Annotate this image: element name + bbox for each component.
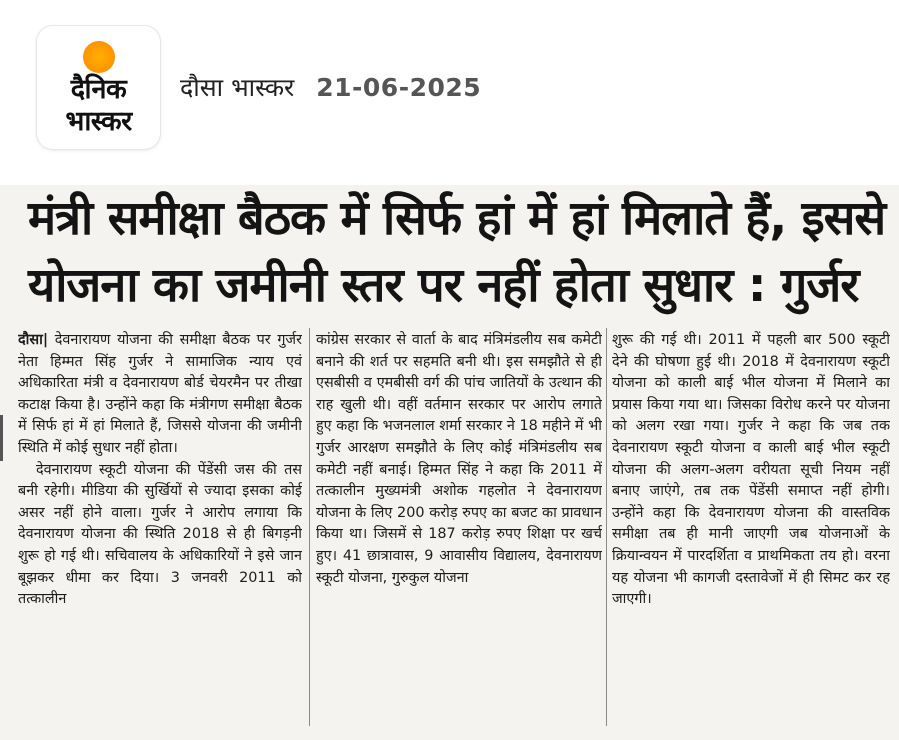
article-paragraph: कांग्रेस सरकार से वार्ता के बाद मंत्रिमंडलीय सब कमेटी बनाने की शर्त पर सहमति बनी थी। इस समझौते से ही एसबीसी व एमबीसी वर्ग की पांच जातियों के उत्थान की राह खुली थी। वहीं वर्तमान सरकार पर आरोप लगाते हुए कहा कि भजनलाल शर्मा सरकार ने 18 महीने में भी गुर्जर आरक्षण समझौते के लिए कोई मंत्रिमंडलीय सब कमेटी नहीं बनाई। हिम्मत सिंह ने कहा कि 2011 में तत्कालीन मुख्यमंत्री अशोक गहलोत ने देवनारायण योजना के लिए 200 करोड़ रुपए का बजट का प्रावधान किया था। जिसमें से 187 करोड़ रुपए शिक्षा पर खर्च हुए। 41 छात्रावास, 9 आवासीय विद्यालय, देवनारायण स्कूटी योजना, गुरुकुल योजना (316, 332, 602, 586)
sun-icon (83, 41, 115, 73)
article-column-2 (316, 330, 602, 730)
margin-mark (0, 415, 3, 461)
article-column-3 (612, 330, 890, 730)
article-paragraph (18, 330, 302, 460)
logo-text-line2: भास्कर (65, 106, 132, 137)
logo-text-line1: दैनिक (70, 74, 127, 105)
article-paragraph: शुरू की गई थी। 2011 में पहली बार 500 स्कूटी देने की घोषणा हुई थी। 2018 में देवनारायण स्कूटी योजना को काली बाई भील योजना में मिलाने का प्रयास किया गया था। जिसका विरोध करने पर योजना को अलग रखा गया। गुर्जर ने कहा कि जब तक देवनारायण स्कूटी योजना व काली बाई भील स्कूटी योजना की अलग-अलग वरीयता सूची नियम नहीं बनाए जाएंगे, तब तक पेंडेंसी समाप्त नहीं होगी। उन्होंने कहा कि देवनारायण योजना की वास्तविक समीक्षा तब ही मानी जाएगी जब योजनाओं के क्रियान्वयन में पारदर्शिता व प्राथमिकता तय हो। वरना यह योजना भी कागजी दस्तावेजों में ही सिमट कर रह जाएगी। (612, 332, 890, 608)
newspaper-logo (37, 26, 160, 149)
edition-date: 21-06-2025 (316, 73, 482, 102)
article-paragraph: देवनारायण स्कूटी योजना की पेंडेंसी जस की तस बनी रहेगी। मीडिया की सुर्खियों से ज्यादा इसका कोई असर नहीं होने वाला। गुर्जर ने आरोप लगाया कि देवनारायण योजना की स्थिति 2018 से ही बिगड़नी शुरू हो गई थी। सचिवालय के अधिकारियों ने इसे जान बूझकर धीमा कर दिया। 3 जनवरी 2011 को तत्कालीन (18, 461, 302, 608)
dateline: दौसा| (18, 332, 49, 348)
paragraph-text: देवनारायण योजना की समीक्षा बैठक पर गुर्जर नेता हिम्मत सिंह गुर्जर ने सामाजिक न्याय एवं अधिकारिता मंत्री व देवनारायण बोर्ड चेयरमैन पर तीखा कटाक्ष किया है। उन्होंने कहा कि मंत्रीगण समीक्षा बैठक में सिर्फ हां में हां मिलाते हैं, जिससे योजना की जमीनी स्थिति में कोई सुधार नहीं होता। (18, 332, 302, 456)
edition-name: दौसा भास्कर (180, 73, 295, 102)
headline-line2: योजना का जमीनी स्तर पर नहीं होता सुधार : गुर्जर (28, 258, 859, 313)
column-divider (606, 328, 607, 726)
headline-line1: मंत्री समीक्षा बैठक में सिर्फ हां में हां मिलाते हैं, इससे (28, 191, 886, 246)
edition-header (180, 70, 481, 106)
column-divider (309, 328, 310, 726)
article-column-1 (18, 330, 302, 730)
